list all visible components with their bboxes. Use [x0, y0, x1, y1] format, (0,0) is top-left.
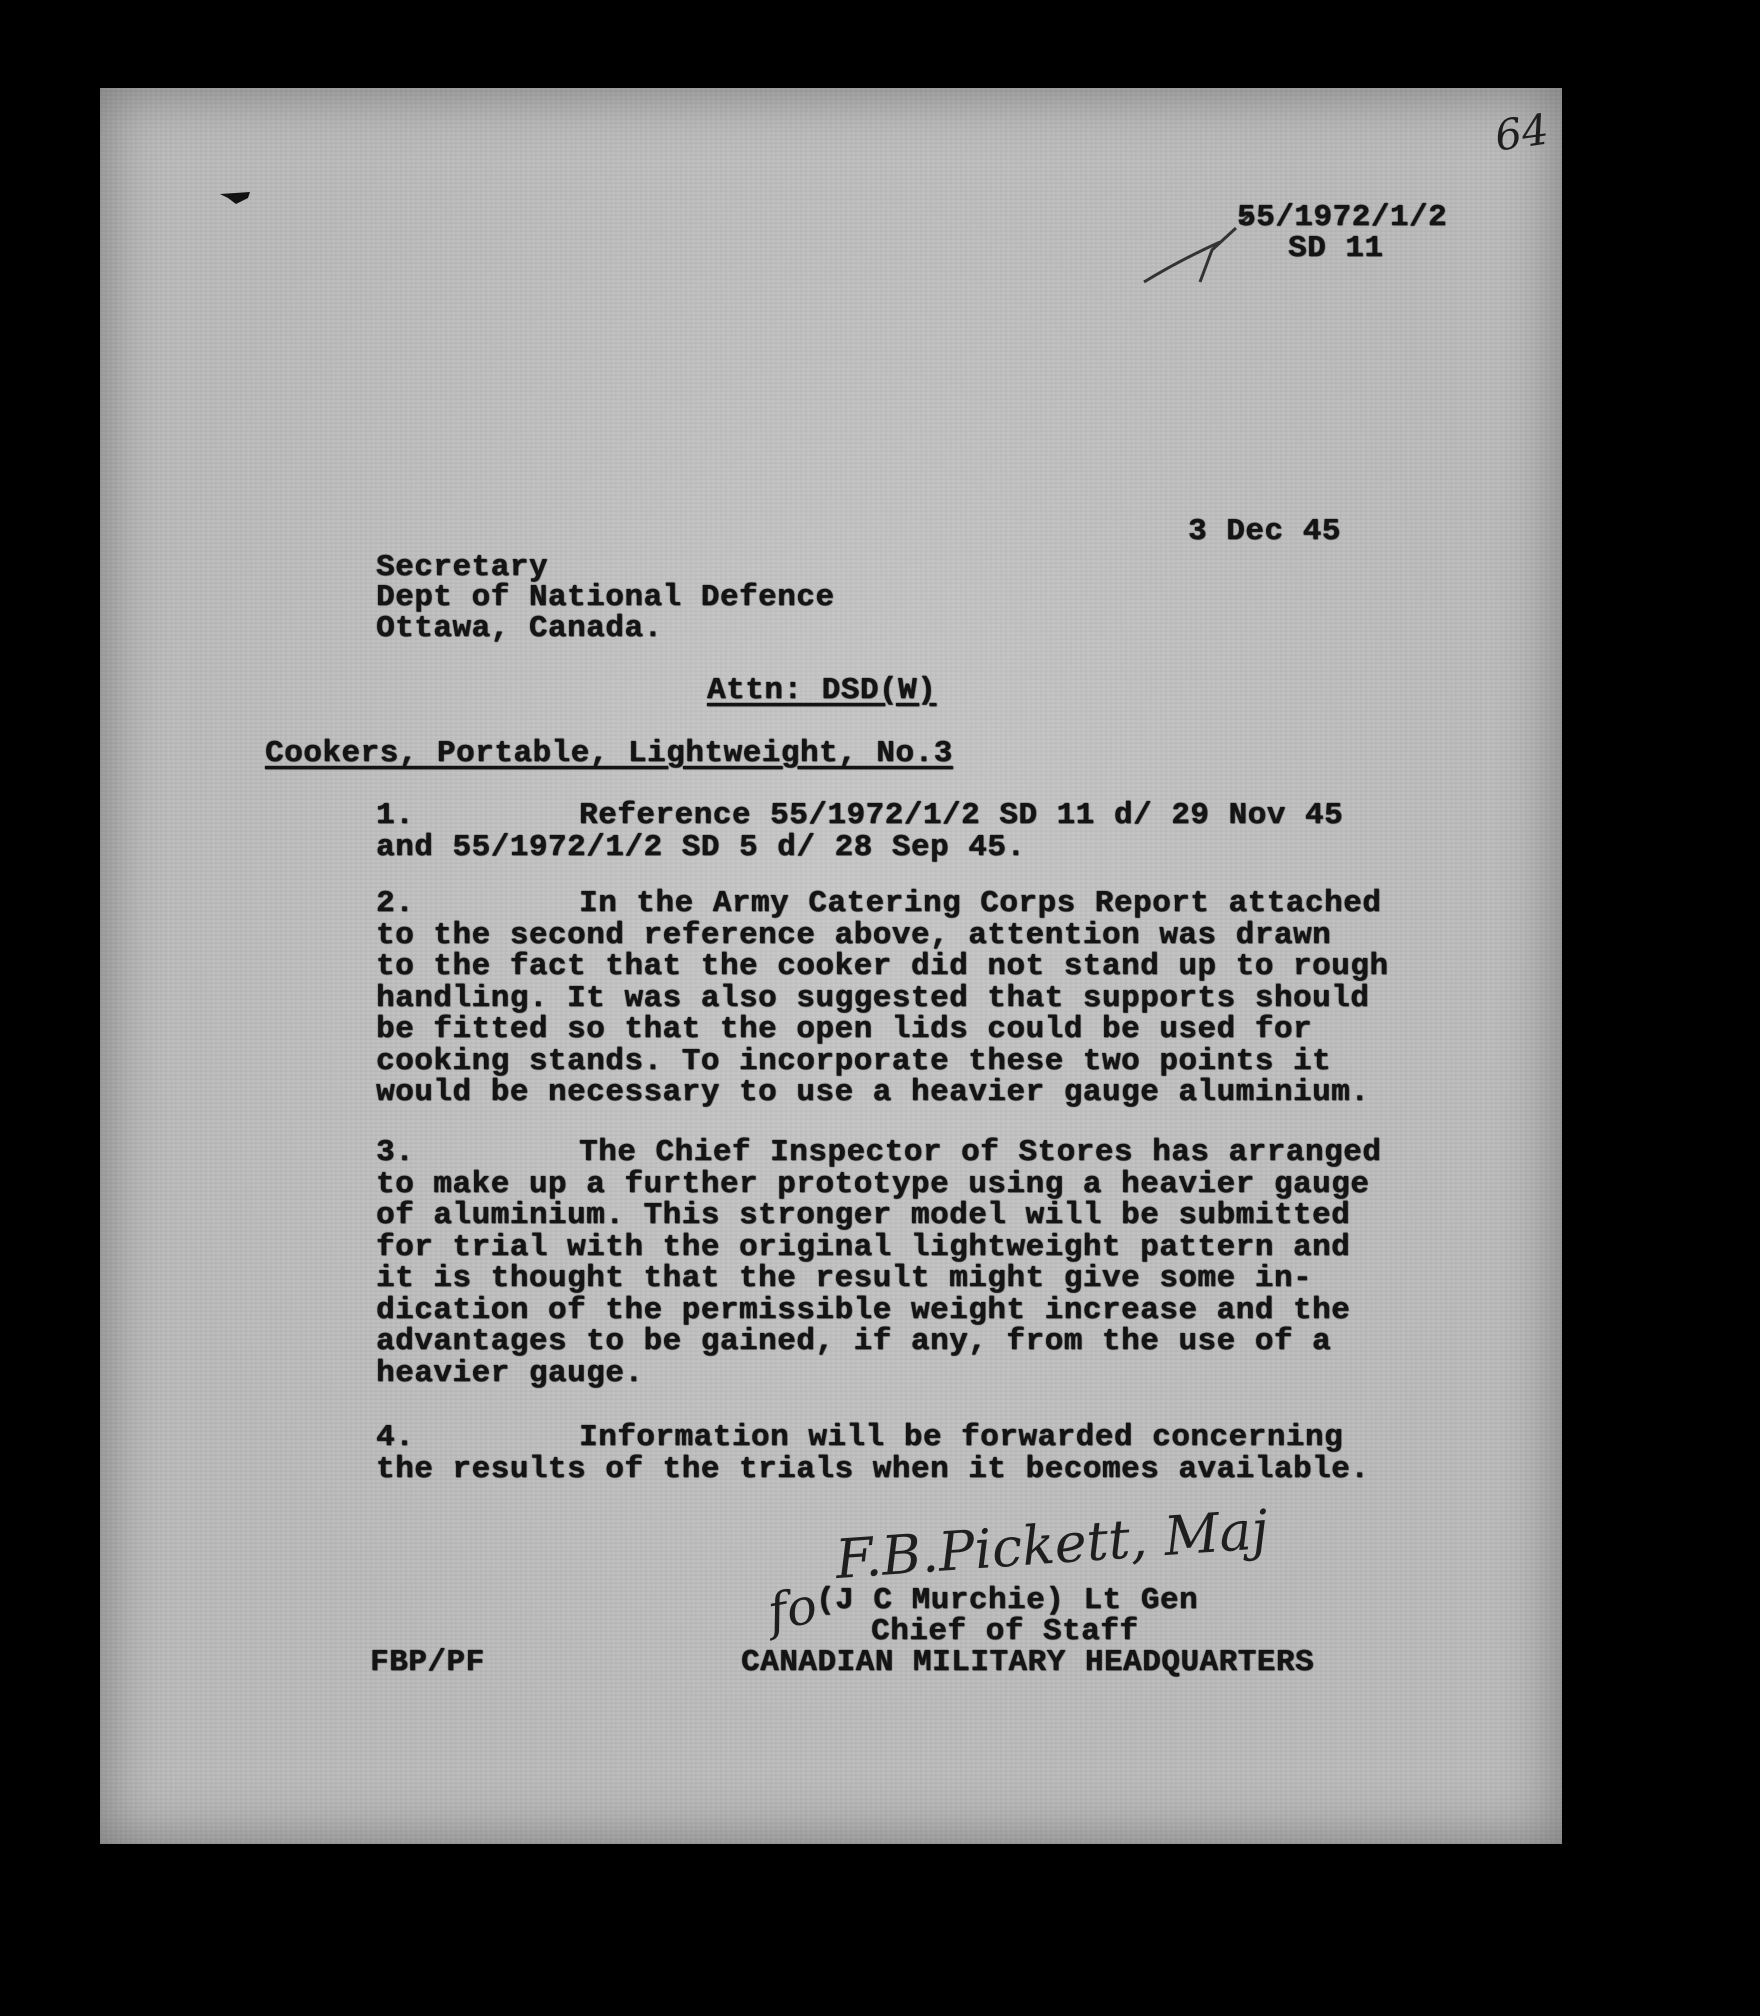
paragraph-line: it is thought that the result might give some in- [376, 1261, 1313, 1296]
attention-line: Attn: DSD(W) [707, 673, 937, 708]
paragraph-line: and 55/1972/1/2 SD 5 d/ 28 Sep 45. [376, 829, 1026, 865]
paragraph-body [376, 1422, 1369, 1485]
signatory-organization: CANADIAN MILITARY HEADQUARTERS [741, 1645, 1315, 1680]
signatory-name: (J C Murchie) Lt Gen [816, 1583, 1199, 1618]
addressee-location: Ottawa, Canada. [376, 611, 663, 646]
paragraph-line: cooking stands. To incorporate these two points it [376, 1043, 1332, 1079]
paragraph-body [376, 1137, 1381, 1389]
file-reference-number: 55/1972/1/2 [1237, 200, 1448, 235]
punch-mark [218, 190, 252, 212]
paragraph-line: be fitted so that the open lids could be used for [376, 1012, 1313, 1047]
paragraph-line: of aluminium. This stronger model will be submitted [376, 1198, 1351, 1233]
paragraph-body [376, 888, 1388, 1109]
paragraph-line: handling. It was also suggested that supports should [376, 980, 1370, 1016]
letter-page [100, 88, 1562, 1844]
paragraph-line: In the Army Catering Corps Report attached [579, 886, 1382, 921]
signatory-title: Chief of Staff [871, 1614, 1139, 1649]
paragraph-line: would be necessary to use a heavier gauge aluminium. [376, 1075, 1370, 1110]
paragraph-number: 1. [376, 798, 415, 833]
paragraph-line: Information will be forwarded concerning [579, 1420, 1344, 1455]
subject-line: Cookers, Portable, Lightweight, No.3 [265, 736, 953, 771]
paragraph-line: advantages to be gained, if any, from the use of a [376, 1324, 1332, 1359]
letter-date: 3 Dec 45 [1188, 514, 1341, 549]
handwritten-signature: F.B.Pickett, Maj [833, 1497, 1271, 1592]
paragraph-line: heavier gauge. [376, 1355, 644, 1391]
addressee-title: Secretary [376, 550, 548, 585]
file-reference-sd: SD 11 [1288, 231, 1384, 266]
paragraph-line: to make up a further prototype using a heavier gauge [376, 1166, 1370, 1202]
paragraph-body [376, 800, 1343, 863]
paragraph-line: to the fact that the cooker did not stand up to rough [376, 949, 1389, 984]
paragraph-line: to the second reference above, attention was drawn [376, 917, 1332, 953]
paragraph-number: 2. [376, 886, 415, 921]
paragraph-line: for trial with the original lightweight pattern and [376, 1229, 1351, 1265]
paragraph-number: 3. [376, 1135, 415, 1170]
paragraph-line: The Chief Inspector of Stores has arranged [579, 1135, 1382, 1170]
paragraph-line: dication of the permissible weight increase and the [376, 1292, 1351, 1328]
folio-number: 64 [1491, 104, 1552, 161]
paragraph-line: the results of the trials when it becomes available. [376, 1451, 1370, 1487]
paragraph-line: Reference 55/1972/1/2 SD 11 d/ 29 Nov 45 [579, 798, 1344, 833]
addressee-department: Dept of National Defence [376, 580, 835, 615]
signature-per-mark: fo [763, 1576, 822, 1642]
paragraph-number: 4. [376, 1420, 415, 1455]
reference-initials: FBP/PF [370, 1645, 485, 1680]
